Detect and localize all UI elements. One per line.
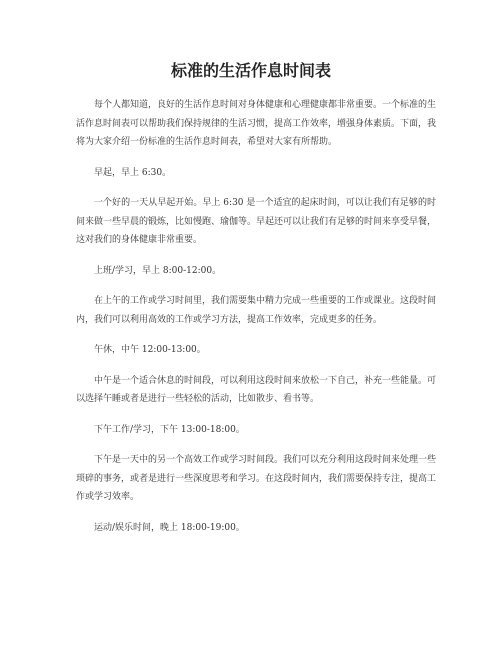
- section-heading-afternoon-work: 下午工作/学习，下午 13:00-18:00。: [94, 424, 245, 435]
- section-heading-morning-work: 上班/学习，早上 8:00-12:00。: [94, 265, 222, 276]
- intro-paragraph: 每个人都知道，良好的生活作息时间对身体健康和心理健康都非常重要。一个标准的生活作息时间表可以帮助我们保持规律的生活习惯，提高工作效率，增强身体素质。下面，我将为大家介绍一份标准的生活作息时间表，希望对大家有所帮助。: [76, 100, 437, 147]
- section-body-wake: 一个好的一天从早起开始。早上 6:30 是一个适宜的起床时间，可以让我们有足够的时间来做一些早晨的锻炼，比如慢跑、瑜伽等。早起还可以让我们有足够的时间来享受早餐，这对我们的身体健康非常重要。: [76, 198, 437, 245]
- section-heading-wake: 早起，早上 6:30。: [94, 167, 172, 178]
- document-body: [76, 96, 436, 549]
- section-body-morning-work: 在上午的工作或学习时间里，我们需要集中精力完成一些重要的工作或课业。这段时间内，我们可以利用高效的工作或学习方法，提高工作效率，完成更多的任务。: [76, 296, 437, 325]
- document-title: 标准的生活作息时间表: [170, 61, 331, 80]
- section-body-afternoon-work: 下午是一天中的另一个高效工作或学习时间段。我们可以充分利用这段时间来处理一些琐碎的事务，或者是进行一些深度思考和学习。在这段时间内，我们需要保持专注，提高工作或学习效率。: [76, 455, 437, 502]
- section-heading-evening-exercise: 运动/娱乐时间，晚上 18:00-19:00。: [94, 522, 245, 533]
- section-heading-noon-rest: 午休，中午 12:00-13:00。: [94, 345, 206, 355]
- section-body-noon-rest: 中午是一个适合休息的时间段，可以利用这段时间来放松一下自己，补充一些能量。可以选择午睡或者是进行一些轻松的活动，比如散步、看书等。: [76, 375, 437, 404]
